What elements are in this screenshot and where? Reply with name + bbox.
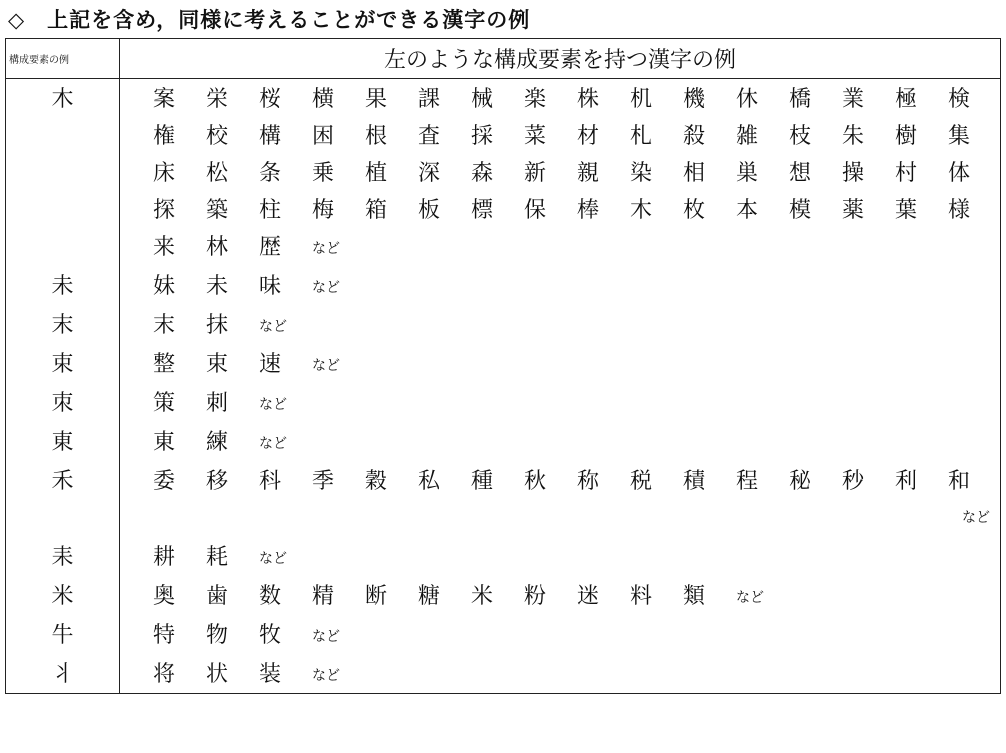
table-header-row bbox=[6, 39, 1001, 79]
kanji-char: 束 bbox=[206, 352, 229, 377]
nado-line bbox=[153, 500, 1000, 537]
kanji-char: 栄 bbox=[206, 87, 229, 112]
nado-suffix: など bbox=[312, 358, 340, 374]
examples-cell bbox=[120, 383, 1001, 422]
component-cell: 耒 bbox=[6, 537, 120, 576]
kanji-char: 床 bbox=[153, 161, 176, 186]
kanji-char: 極 bbox=[895, 87, 918, 112]
kanji-char: 相 bbox=[683, 161, 706, 186]
kanji-char: 断 bbox=[365, 584, 388, 609]
kanji-char: 殺 bbox=[683, 124, 706, 149]
kanji-char: 委 bbox=[153, 469, 176, 494]
kanji-char: 模 bbox=[789, 198, 812, 223]
table-body bbox=[6, 79, 1001, 694]
kanji-char: 歯 bbox=[206, 584, 229, 609]
kanji-char: 築 bbox=[206, 198, 229, 223]
kanji-char: 果 bbox=[365, 87, 388, 112]
kanji-char: 株 bbox=[577, 87, 600, 112]
kanji-char: 装 bbox=[259, 662, 282, 687]
kanji-char: 練 bbox=[206, 430, 229, 455]
kanji-char: 材 bbox=[577, 124, 600, 149]
kanji-char: 称 bbox=[577, 469, 600, 494]
kanji-char: 末 bbox=[153, 313, 176, 338]
table-row bbox=[6, 576, 1001, 615]
kanji-char: 米 bbox=[471, 584, 494, 609]
kanji-char: 横 bbox=[312, 87, 335, 112]
kanji-char: 来 bbox=[153, 235, 176, 260]
kanji-char: 糖 bbox=[418, 584, 441, 609]
kanji-char: 条 bbox=[259, 161, 282, 186]
component-cell: 末 bbox=[6, 305, 120, 344]
kanji-char: 本 bbox=[736, 198, 759, 223]
examples-cell bbox=[120, 266, 1001, 305]
kanji-char: 牧 bbox=[259, 623, 282, 648]
table-row bbox=[6, 79, 1001, 267]
kanji-char: 迷 bbox=[577, 584, 600, 609]
kanji-char: 妹 bbox=[153, 274, 176, 299]
kanji-char: 松 bbox=[206, 161, 229, 186]
kanji-char: 秘 bbox=[789, 469, 812, 494]
component-cell: 未 bbox=[6, 266, 120, 305]
kanji-char: 精 bbox=[312, 584, 335, 609]
kanji-char: 策 bbox=[153, 391, 176, 416]
kanji-char: 耗 bbox=[206, 545, 229, 570]
kanji-char: 棒 bbox=[577, 198, 600, 223]
nado-suffix: など bbox=[312, 241, 340, 257]
kanji-char: 森 bbox=[471, 161, 494, 186]
kanji-line bbox=[153, 424, 1000, 461]
table-row bbox=[6, 654, 1001, 694]
kanji-line bbox=[153, 385, 1000, 422]
kanji-char: 将 bbox=[153, 662, 176, 687]
kanji-char: 利 bbox=[895, 469, 918, 494]
kanji-char: 乗 bbox=[312, 161, 335, 186]
kanji-char: 樹 bbox=[895, 124, 918, 149]
kanji-char: 村 bbox=[895, 161, 918, 186]
kanji-char: 税 bbox=[630, 469, 653, 494]
kanji-char: 休 bbox=[736, 87, 759, 112]
examples-cell bbox=[120, 461, 1001, 537]
kanji-char: 整 bbox=[153, 352, 176, 377]
table-row bbox=[6, 461, 1001, 537]
kanji-char: 保 bbox=[524, 198, 547, 223]
nado-suffix: など bbox=[962, 510, 990, 526]
table-row bbox=[6, 422, 1001, 461]
kanji-char: 橋 bbox=[789, 87, 812, 112]
kanji-char: 奥 bbox=[153, 584, 176, 609]
kanji-char: 未 bbox=[206, 274, 229, 299]
component-cell: 丬 bbox=[6, 654, 120, 694]
table-row bbox=[6, 266, 1001, 305]
kanji-char: 案 bbox=[153, 87, 176, 112]
examples-cell bbox=[120, 305, 1001, 344]
component-cell: 米 bbox=[6, 576, 120, 615]
examples-cell bbox=[120, 422, 1001, 461]
kanji-char: 機 bbox=[683, 87, 706, 112]
examples-cell bbox=[120, 654, 1001, 694]
kanji-char: 楽 bbox=[524, 87, 547, 112]
kanji-char: 物 bbox=[206, 623, 229, 648]
kanji-char: 枝 bbox=[789, 124, 812, 149]
kanji-line bbox=[153, 81, 1000, 118]
kanji-char: 状 bbox=[206, 662, 229, 687]
kanji-char: 枚 bbox=[683, 198, 706, 223]
nado-suffix: など bbox=[259, 436, 287, 452]
kanji-char: 菜 bbox=[524, 124, 547, 149]
table-row bbox=[6, 344, 1001, 383]
kanji-char: 穀 bbox=[365, 469, 388, 494]
nado-suffix: など bbox=[259, 397, 287, 413]
kanji-char: 根 bbox=[365, 124, 388, 149]
kanji-char: 採 bbox=[471, 124, 494, 149]
examples-cell bbox=[120, 79, 1001, 267]
kanji-char: 困 bbox=[312, 124, 335, 149]
kanji-char: 私 bbox=[418, 469, 441, 494]
page-title: ◇ 上記を含め，同様に考えることができる漢字の例 bbox=[8, 8, 531, 32]
kanji-char: 業 bbox=[842, 87, 865, 112]
nado-suffix: など bbox=[259, 319, 287, 335]
kanji-char: 机 bbox=[630, 87, 653, 112]
kanji-char: 東 bbox=[153, 430, 176, 455]
kanji-char: 速 bbox=[259, 352, 282, 377]
kanji-char: 秒 bbox=[842, 469, 865, 494]
nado-suffix: など bbox=[312, 629, 340, 645]
component-cell: 牛 bbox=[6, 615, 120, 654]
kanji-char: 梅 bbox=[312, 198, 335, 223]
kanji-line bbox=[153, 307, 1000, 344]
kanji-char: 程 bbox=[736, 469, 759, 494]
examples-cell bbox=[120, 615, 1001, 654]
kanji-line bbox=[153, 539, 1000, 576]
table-row bbox=[6, 615, 1001, 654]
nado-suffix: など bbox=[312, 280, 340, 296]
kanji-example-table bbox=[5, 38, 1001, 694]
kanji-char: 札 bbox=[630, 124, 653, 149]
kanji-char: 親 bbox=[577, 161, 600, 186]
kanji-char: 耕 bbox=[153, 545, 176, 570]
kanji-char: 料 bbox=[630, 584, 653, 609]
kanji-char: 染 bbox=[630, 161, 653, 186]
kanji-char: 移 bbox=[206, 469, 229, 494]
kanji-line bbox=[153, 229, 1000, 266]
kanji-char: 集 bbox=[948, 124, 971, 149]
kanji-char: 想 bbox=[789, 161, 812, 186]
kanji-char: 林 bbox=[206, 235, 229, 260]
examples-cell bbox=[120, 344, 1001, 383]
kanji-char: 抹 bbox=[206, 313, 229, 338]
kanji-char: 薬 bbox=[842, 198, 865, 223]
kanji-char: 深 bbox=[418, 161, 441, 186]
kanji-line bbox=[153, 155, 1000, 192]
component-cell: 束 bbox=[6, 344, 120, 383]
kanji-line bbox=[153, 578, 1000, 615]
kanji-char: 検 bbox=[948, 87, 971, 112]
kanji-char: 課 bbox=[418, 87, 441, 112]
kanji-line bbox=[153, 617, 1000, 654]
kanji-char: 巣 bbox=[736, 161, 759, 186]
kanji-char: 粉 bbox=[524, 584, 547, 609]
kanji-char: 箱 bbox=[365, 198, 388, 223]
kanji-char: 様 bbox=[948, 198, 971, 223]
table-row bbox=[6, 383, 1001, 422]
kanji-line bbox=[153, 192, 1000, 229]
kanji-char: 新 bbox=[524, 161, 547, 186]
kanji-char: 校 bbox=[206, 124, 229, 149]
kanji-char: 雑 bbox=[736, 124, 759, 149]
nado-suffix: など bbox=[312, 668, 340, 684]
kanji-char: 木 bbox=[630, 198, 653, 223]
kanji-char: 朱 bbox=[842, 124, 865, 149]
component-cell: 東 bbox=[6, 422, 120, 461]
kanji-char: 和 bbox=[948, 469, 971, 494]
kanji-char: 体 bbox=[948, 161, 971, 186]
kanji-char: 味 bbox=[259, 274, 282, 299]
nado-suffix: など bbox=[736, 590, 764, 606]
kanji-char: 季 bbox=[312, 469, 335, 494]
kanji-char: 操 bbox=[842, 161, 865, 186]
kanji-char: 数 bbox=[259, 584, 282, 609]
kanji-char: 科 bbox=[259, 469, 282, 494]
kanji-char: 械 bbox=[471, 87, 494, 112]
kanji-char: 査 bbox=[418, 124, 441, 149]
kanji-char: 刺 bbox=[206, 391, 229, 416]
kanji-char: 葉 bbox=[895, 198, 918, 223]
kanji-char: 構 bbox=[259, 124, 282, 149]
kanji-char: 標 bbox=[471, 198, 494, 223]
kanji-char: 板 bbox=[418, 198, 441, 223]
kanji-char: 類 bbox=[683, 584, 706, 609]
kanji-char: 種 bbox=[471, 469, 494, 494]
kanji-line bbox=[153, 118, 1000, 155]
kanji-line bbox=[153, 463, 1000, 500]
kanji-char: 権 bbox=[153, 124, 176, 149]
table-row bbox=[6, 305, 1001, 344]
kanji-char: 秋 bbox=[524, 469, 547, 494]
kanji-line bbox=[153, 656, 1000, 693]
kanji-char: 特 bbox=[153, 623, 176, 648]
kanji-char: 植 bbox=[365, 161, 388, 186]
table-row bbox=[6, 537, 1001, 576]
examples-column-header: 左のような構成要素を持つ漢字の例 bbox=[120, 39, 1001, 79]
kanji-char: 積 bbox=[683, 469, 706, 494]
kanji-char: 桜 bbox=[259, 87, 282, 112]
component-cell: 朿 bbox=[6, 383, 120, 422]
component-cell: 木 bbox=[6, 79, 120, 267]
nado-suffix: など bbox=[259, 551, 287, 567]
kanji-line bbox=[153, 268, 1000, 305]
kanji-char: 探 bbox=[153, 198, 176, 223]
kanji-line bbox=[153, 346, 1000, 383]
examples-cell bbox=[120, 537, 1001, 576]
kanji-char: 柱 bbox=[259, 198, 282, 223]
component-column-header: 構成要素の例 bbox=[6, 39, 120, 79]
kanji-char: 歴 bbox=[259, 235, 282, 260]
component-cell: 禾 bbox=[6, 461, 120, 537]
examples-cell bbox=[120, 576, 1001, 615]
